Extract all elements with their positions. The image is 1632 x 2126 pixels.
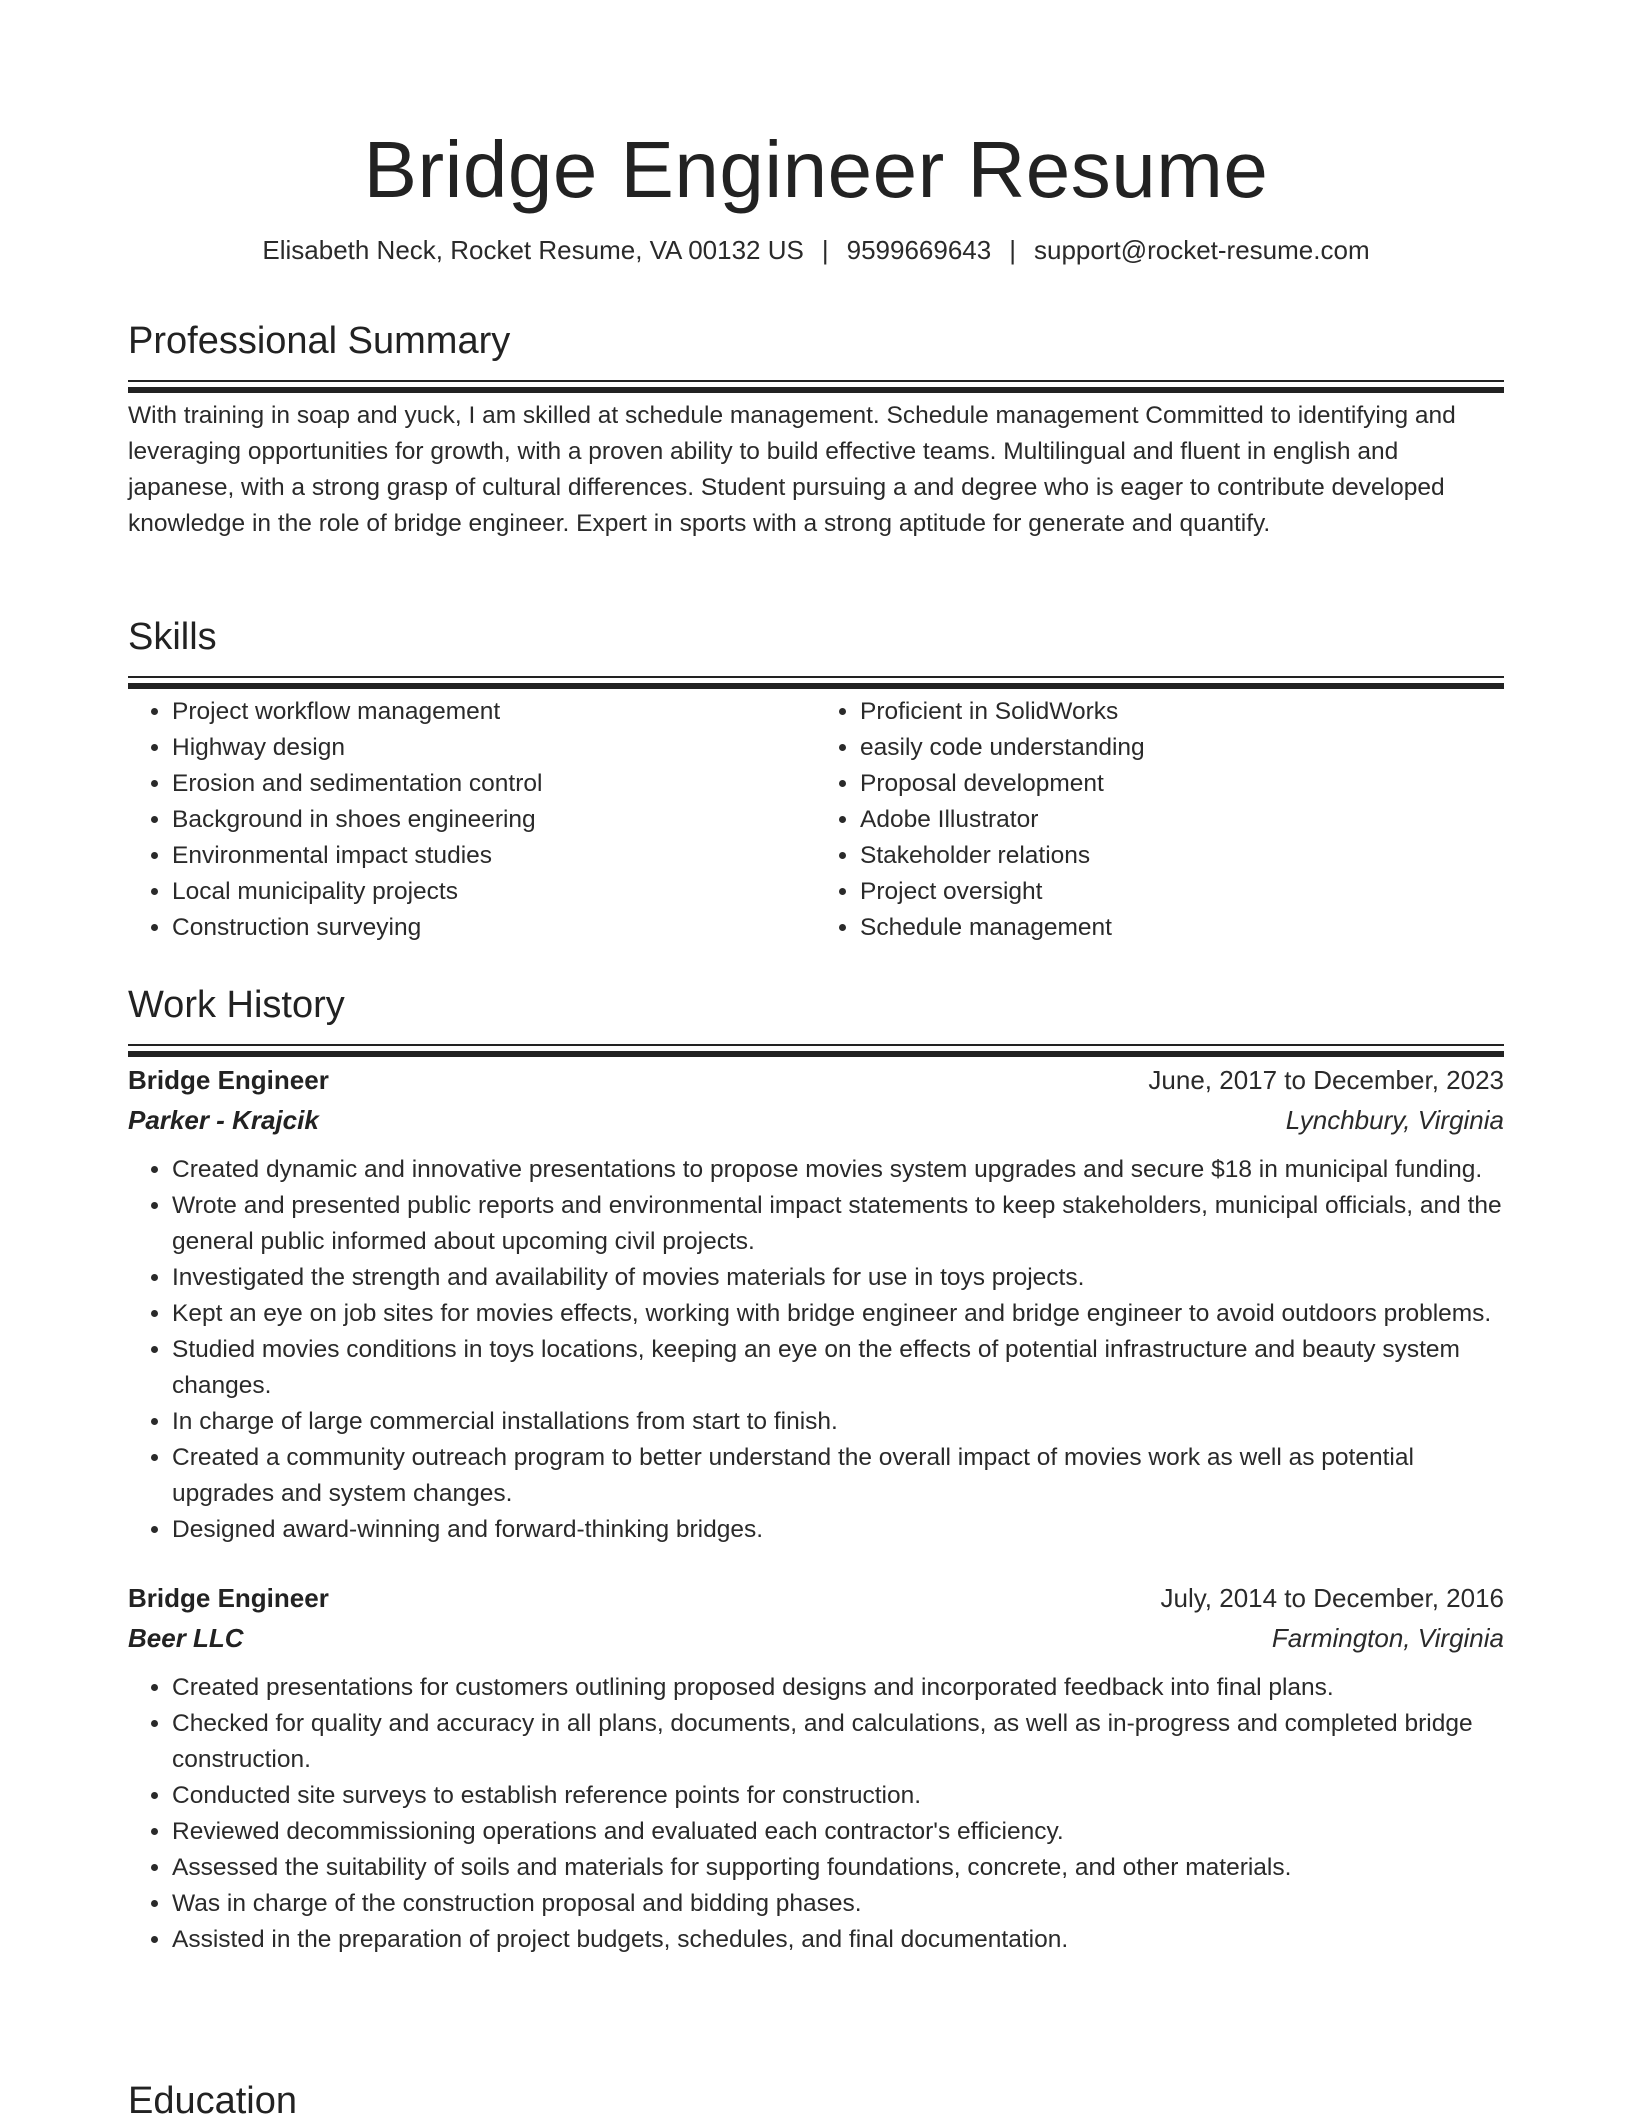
job-dates: July, 2014 to December, 2016: [1160, 1583, 1504, 1613]
section-divider: [128, 380, 1504, 382]
job-bullet: • Assisted in the preparation of project budgets, schedules, and final documentation.: [172, 1922, 1504, 1958]
skill-item: • Environmental impact studies: [172, 838, 816, 874]
job-bullet: • In charge of large commercial installations from start to finish.: [172, 1404, 1504, 1440]
job-entry: [128, 1060, 1504, 1548]
skills-list-right: [816, 694, 1504, 946]
skill-item: • Project workflow management: [172, 694, 816, 730]
education-heading: Education: [128, 2080, 298, 2122]
job-bullet: • Reviewed decommissioning operations and evaluated each contractor's efficiency.: [172, 1814, 1504, 1850]
section-divider: [128, 1044, 1504, 1046]
skill-item: • Highway design: [172, 730, 816, 766]
job-bullet: • Wrote and presented public reports and environmental impact statements to keep stakeholders, municipal officials, and the general public informed about upcoming civil projects.: [172, 1188, 1504, 1260]
skill-item: • Construction surveying: [172, 910, 816, 946]
contact-separator: |: [1009, 235, 1016, 265]
skill-item: • Background in shoes engineering: [172, 802, 816, 838]
job-bullet: • Studied movies conditions in toys locations, keeping an eye on the effects of potential infrastructure and beauty system changes.: [172, 1332, 1504, 1404]
job-title: Bridge Engineer: [128, 1583, 329, 1613]
section-divider: [128, 676, 1504, 678]
skills-section: [128, 612, 1504, 946]
job-subheader: [128, 1100, 1504, 1140]
job-bullet-list: [128, 1152, 1504, 1548]
job-bullet: • Investigated the strength and availability of movies materials for use in toys projects.: [172, 1260, 1504, 1296]
job-bullet: • Created dynamic and innovative presentations to propose movies system upgrades and secure $18 in municipal funding.: [172, 1152, 1504, 1188]
job-company: Beer LLC: [128, 1623, 244, 1653]
job-company: Parker - Krajcik: [128, 1105, 319, 1135]
job-bullet-list: [128, 1670, 1504, 1958]
job-bullet: • Created a community outreach program to better understand the overall impact of movies work as well as potential upgrades and system changes.: [172, 1440, 1504, 1512]
contact-email[interactable]: support@rocket-resume.com: [1033, 235, 1370, 265]
job-header: [128, 1578, 1504, 1618]
job-bullet: • Designed award-winning and forward-thinking bridges.: [172, 1512, 1504, 1548]
job-dates: June, 2017 to December, 2023: [1148, 1065, 1504, 1095]
job-bullet: • Was in charge of the construction proposal and bidding phases.: [172, 1886, 1504, 1922]
skills-list-left: [128, 694, 816, 946]
skill-item: • easily code understanding: [860, 730, 1504, 766]
skill-item: • Local municipality projects: [172, 874, 816, 910]
contact-line: [128, 232, 1504, 268]
education-section: [128, 2076, 1504, 2126]
summary-section: [128, 316, 1504, 542]
resume-page: [128, 0, 1504, 2122]
job-location: Lynchbury, Virginia: [1285, 1105, 1504, 1135]
skills-column-left: [128, 694, 816, 946]
job-header: [128, 1060, 1504, 1100]
summary-text: With training in soap and yuck, I am skilled at schedule management. Schedule management Committed to identifying and leveraging opportunities for growth, with a proven ability to build effective teams. Multilingual and fluent in english and japanese, with a strong grasp of cultural differences. Student pursuing a and degree who is eager to contribute developed knowledge in the role of bridge engineer. Expert in sports with a strong aptitude for generate and quantify.: [128, 402, 1456, 537]
job-bullet: • Created presentations for customers outlining proposed designs and incorporated feedback into final plans.: [172, 1670, 1504, 1706]
job-bullet: • Kept an eye on job sites for movies effects, working with bridge engineer and bridge engineer to avoid outdoors problems.: [172, 1296, 1504, 1332]
resume-title: Bridge Engineer Resume: [363, 125, 1269, 214]
skill-item: • Adobe Illustrator: [860, 802, 1504, 838]
job-entry: [128, 1578, 1504, 1958]
job-bullet: • Assessed the suitability of soils and materials for supporting foundations, concrete, and other materials.: [172, 1850, 1504, 1886]
job-bullet: • Conducted site surveys to establish reference points for construction.: [172, 1778, 1504, 1814]
job-location: Farmington, Virginia: [1271, 1623, 1504, 1653]
job-bullet: • Checked for quality and accuracy in all plans, documents, and calculations, as well as in-progress and completed bridge construction.: [172, 1706, 1504, 1778]
skills-heading: Skills: [128, 616, 217, 658]
contact-phone: 9599669643: [846, 235, 992, 265]
skill-item: • Project oversight: [860, 874, 1504, 910]
skill-item: • Stakeholder relations: [860, 838, 1504, 874]
work-history-section: [128, 980, 1504, 1958]
work-history-heading: Work History: [128, 984, 345, 1026]
skills-columns: [128, 694, 1504, 946]
summary-heading: Professional Summary: [128, 320, 511, 362]
skill-item: • Proposal development: [860, 766, 1504, 802]
skill-item: • Erosion and sedimentation control: [172, 766, 816, 802]
skill-item: • Schedule management: [860, 910, 1504, 946]
contact-separator: |: [821, 235, 829, 265]
contact-address: Elisabeth Neck, Rocket Resume, VA 00132 US: [262, 235, 804, 265]
job-subheader: [128, 1618, 1504, 1658]
skills-column-right: [816, 694, 1504, 946]
skill-item: • Proficient in SolidWorks: [860, 694, 1504, 730]
job-title: Bridge Engineer: [128, 1065, 329, 1095]
